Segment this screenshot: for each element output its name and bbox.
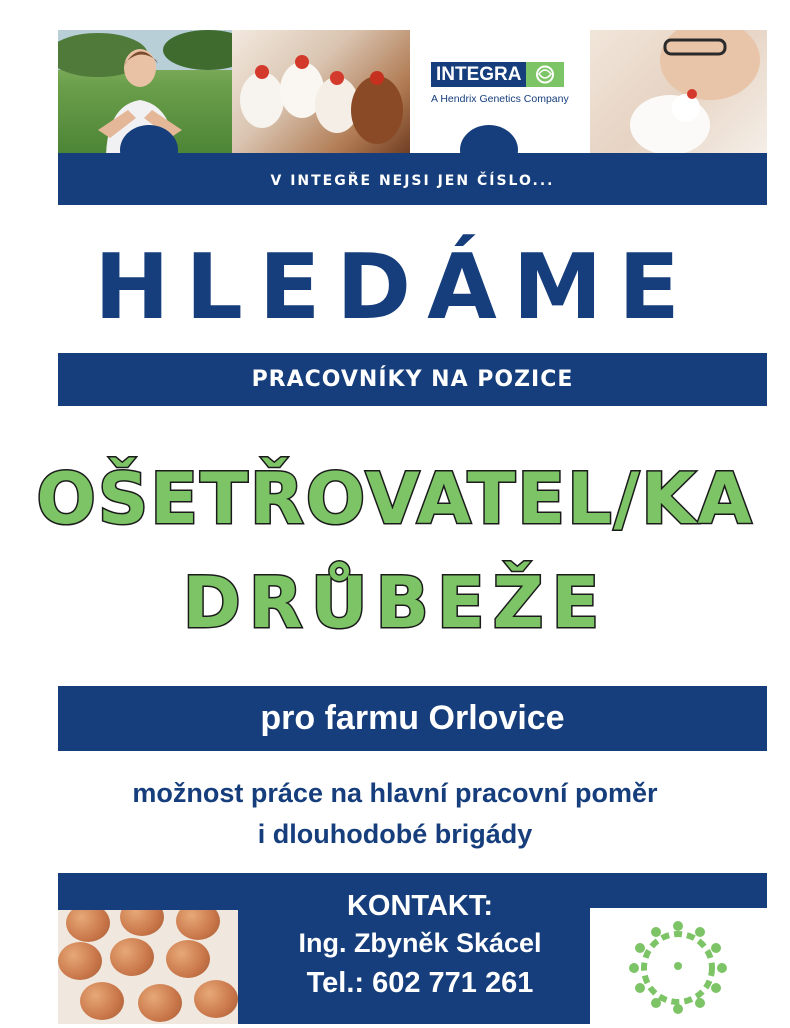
- employment-details-line2: i dlouhodobé brigády: [257, 819, 533, 849]
- photo-woman-with-hen: [590, 30, 767, 155]
- logo-wordmark: INTEGRA: [431, 62, 527, 87]
- egg: [138, 984, 182, 1022]
- integra-logo-icon: [526, 62, 564, 87]
- job-title-line1: OŠETŘOVATEL/KA: [36, 458, 754, 540]
- puzzle-tab: [120, 125, 178, 175]
- egg: [58, 942, 102, 980]
- egg: [66, 910, 110, 942]
- puzzle-tab: [460, 125, 518, 175]
- people-circle-logo: [590, 908, 767, 1024]
- photo-eggs: [58, 910, 238, 1024]
- contact-phone[interactable]: Tel.: 602 771 261: [306, 967, 534, 999]
- people-circle-logo-icon: [590, 908, 767, 1024]
- headline: HLEDÁME: [94, 235, 696, 340]
- egg: [110, 938, 154, 976]
- egg: [176, 910, 220, 940]
- woman-with-hen-illustration: [590, 30, 767, 155]
- logo-subtitle: A Hendrix Genetics Company: [431, 93, 569, 105]
- egg: [166, 940, 210, 978]
- contact-name: Ing. Zbyněk Skácel: [298, 928, 542, 958]
- integra-logo: [425, 55, 573, 115]
- employment-details-line1: možnost práce na hlavní pracovní poměr: [132, 778, 658, 808]
- contact-label: KONTAKT:: [346, 890, 494, 922]
- farm-label: pro farmu Orlovice: [260, 699, 565, 737]
- job-title-line2: DRŮBEŽE: [182, 562, 608, 644]
- egg: [120, 910, 164, 936]
- hens-illustration: [232, 30, 410, 155]
- positions-label: PRACOVNÍKY NA POZICE: [251, 367, 574, 392]
- egg: [80, 982, 124, 1020]
- tagline: V INTEGŘE NEJSI JEN ČÍSLO...: [270, 173, 555, 189]
- photo-hens: [232, 30, 410, 155]
